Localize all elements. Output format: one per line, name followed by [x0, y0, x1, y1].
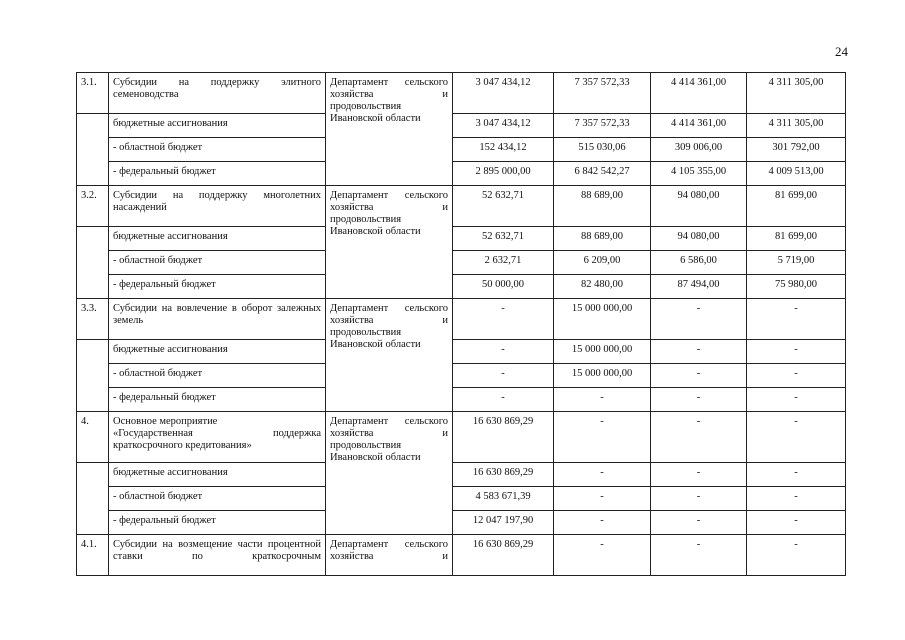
amount-cell: - — [747, 364, 846, 388]
measure-title: Субсидии на поддержку элитного семеноводства — [109, 73, 326, 114]
department-line: Департамент сельского — [330, 77, 448, 88]
row-label: бюджетные ассигнования — [109, 340, 326, 364]
amount-cell: - — [747, 412, 846, 463]
amount-cell: 7 357 572,33 — [554, 73, 651, 114]
amount-cell: 16 630 869,29 — [453, 535, 554, 576]
amount-cell: 4 414 361,00 — [651, 114, 747, 138]
department-line: хозяйства и — [330, 89, 448, 100]
row-number — [77, 114, 109, 186]
department-line: Ивановской области — [330, 226, 421, 237]
department-line: продовольствия — [330, 327, 402, 338]
amount-cell: - — [554, 487, 651, 511]
amount-cell: 88 689,00 — [554, 227, 651, 251]
department-line: продовольствия — [330, 214, 402, 225]
amount-cell: - — [651, 364, 747, 388]
amount-cell: 75 980,00 — [747, 275, 846, 299]
row-number — [77, 227, 109, 299]
row-label: - федеральный бюджет — [109, 162, 326, 186]
table-row — [77, 138, 846, 162]
amount-cell: 309 006,00 — [651, 138, 747, 162]
amount-cell: 7 357 572,33 — [554, 114, 651, 138]
amount-cell: - — [747, 388, 846, 412]
table-row — [77, 227, 846, 251]
budget-table — [76, 72, 846, 576]
amount-cell: 6 842 542,27 — [554, 162, 651, 186]
department-line: продовольствия — [330, 101, 402, 112]
table-row — [77, 511, 846, 535]
department-line: Департамент сельского — [330, 539, 448, 550]
amount-cell: - — [554, 412, 651, 463]
amount-cell: 5 719,00 — [747, 251, 846, 275]
amount-cell: 152 434,12 — [453, 138, 554, 162]
row-label: - федеральный бюджет — [109, 275, 326, 299]
table-row — [77, 412, 846, 463]
table-row — [77, 73, 846, 114]
table-row — [77, 162, 846, 186]
department-line: Ивановской области — [330, 452, 421, 463]
amount-cell: - — [651, 463, 747, 487]
department-line: Департамент сельского — [330, 303, 448, 314]
measure-title: Субсидии на вовлечение в оборот залежных земель — [109, 299, 326, 340]
amount-cell: - — [651, 535, 747, 576]
table-row — [77, 299, 846, 340]
amount-cell: 15 000 000,00 — [554, 364, 651, 388]
table-row — [77, 251, 846, 275]
amount-cell: 6 586,00 — [651, 251, 747, 275]
amount-cell: - — [554, 388, 651, 412]
amount-cell: 6 209,00 — [554, 251, 651, 275]
amount-cell: - — [747, 487, 846, 511]
amount-cell: 2 895 000,00 — [453, 162, 554, 186]
department-line: хозяйства и — [330, 202, 448, 213]
department-line: хозяйства и — [330, 315, 448, 326]
responsible-department — [326, 535, 453, 576]
table-row — [77, 463, 846, 487]
responsible-department — [326, 186, 453, 299]
amount-cell: 94 080,00 — [651, 227, 747, 251]
row-label: бюджетные ассигнования — [109, 463, 326, 487]
amount-cell: - — [747, 511, 846, 535]
amount-cell: 4 009 513,00 — [747, 162, 846, 186]
amount-cell: - — [453, 388, 554, 412]
measure-title: Субсидии на возмещение части процентной ставки по краткосрочным — [109, 535, 326, 576]
amount-cell: 94 080,00 — [651, 186, 747, 227]
amount-cell: - — [453, 299, 554, 340]
amount-cell: 4 414 361,00 — [651, 73, 747, 114]
row-label: - областной бюджет — [109, 364, 326, 388]
amount-cell: 4 583 671,39 — [453, 487, 554, 511]
amount-cell: - — [651, 340, 747, 364]
amount-cell: 2 632,71 — [453, 251, 554, 275]
responsible-department — [326, 412, 453, 535]
row-number: 3.3. — [77, 299, 109, 340]
amount-cell: - — [453, 340, 554, 364]
row-label: - областной бюджет — [109, 487, 326, 511]
amount-cell: - — [554, 511, 651, 535]
row-label: - областной бюджет — [109, 138, 326, 162]
amount-cell: 4 311 305,00 — [747, 114, 846, 138]
department-line: Департамент сельского — [330, 416, 448, 427]
amount-cell: - — [554, 463, 651, 487]
department-line: хозяйства и — [330, 551, 448, 562]
amount-cell: 52 632,71 — [453, 227, 554, 251]
amount-cell: 81 699,00 — [747, 186, 846, 227]
amount-cell: 16 630 869,29 — [453, 412, 554, 463]
table-row — [77, 114, 846, 138]
department-line: Ивановской области — [330, 339, 421, 350]
measure-title: Субсидии на поддержку многолетних насаждений — [109, 186, 326, 227]
amount-cell: - — [651, 511, 747, 535]
amount-cell: 15 000 000,00 — [554, 340, 651, 364]
amount-cell: - — [747, 535, 846, 576]
amount-cell: 82 480,00 — [554, 275, 651, 299]
department-line: Департамент сельского — [330, 190, 448, 201]
responsible-department — [326, 73, 453, 186]
table-row — [77, 388, 846, 412]
table-row — [77, 186, 846, 227]
amount-cell: 50 000,00 — [453, 275, 554, 299]
amount-cell: 81 699,00 — [747, 227, 846, 251]
amount-cell: - — [453, 364, 554, 388]
amount-cell: 4 311 305,00 — [747, 73, 846, 114]
table-row — [77, 487, 846, 511]
row-number: 3.2. — [77, 186, 109, 227]
title-line: Основное мероприятие — [113, 416, 218, 427]
table-row — [77, 275, 846, 299]
amount-cell: - — [747, 299, 846, 340]
amount-cell: - — [651, 412, 747, 463]
row-number — [77, 340, 109, 412]
amount-cell: 15 000 000,00 — [554, 299, 651, 340]
row-number: 3.1. — [77, 73, 109, 114]
row-label: бюджетные ассигнования — [109, 114, 326, 138]
amount-cell: 12 047 197,90 — [453, 511, 554, 535]
table-row — [77, 535, 846, 576]
measure-title — [109, 412, 326, 463]
department-line: продовольствия — [330, 440, 402, 451]
department-line: Ивановской области — [330, 113, 421, 124]
title-line: «Государственная поддержка — [113, 428, 321, 439]
table-row — [77, 340, 846, 364]
amount-cell: - — [651, 299, 747, 340]
amount-cell: - — [554, 535, 651, 576]
row-label: - федеральный бюджет — [109, 388, 326, 412]
row-number — [77, 463, 109, 535]
amount-cell: 87 494,00 — [651, 275, 747, 299]
amount-cell: 16 630 869,29 — [453, 463, 554, 487]
amount-cell: 515 030,06 — [554, 138, 651, 162]
amount-cell: 4 105 355,00 — [651, 162, 747, 186]
responsible-department — [326, 299, 453, 412]
row-label: - федеральный бюджет — [109, 511, 326, 535]
page-number: 24 — [835, 44, 848, 59]
amount-cell: - — [747, 340, 846, 364]
amount-cell: 3 047 434,12 — [453, 114, 554, 138]
table-row — [77, 364, 846, 388]
amount-cell: - — [651, 487, 747, 511]
amount-cell: - — [651, 388, 747, 412]
title-line: краткосрочного кредитования» — [113, 440, 252, 451]
row-label: бюджетные ассигнования — [109, 227, 326, 251]
amount-cell: 52 632,71 — [453, 186, 554, 227]
row-number: 4. — [77, 412, 109, 463]
department-line: хозяйства и — [330, 428, 448, 439]
row-number: 4.1. — [77, 535, 109, 576]
amount-cell: - — [747, 463, 846, 487]
row-label: - областной бюджет — [109, 251, 326, 275]
amount-cell: 88 689,00 — [554, 186, 651, 227]
amount-cell: 301 792,00 — [747, 138, 846, 162]
amount-cell: 3 047 434,12 — [453, 73, 554, 114]
